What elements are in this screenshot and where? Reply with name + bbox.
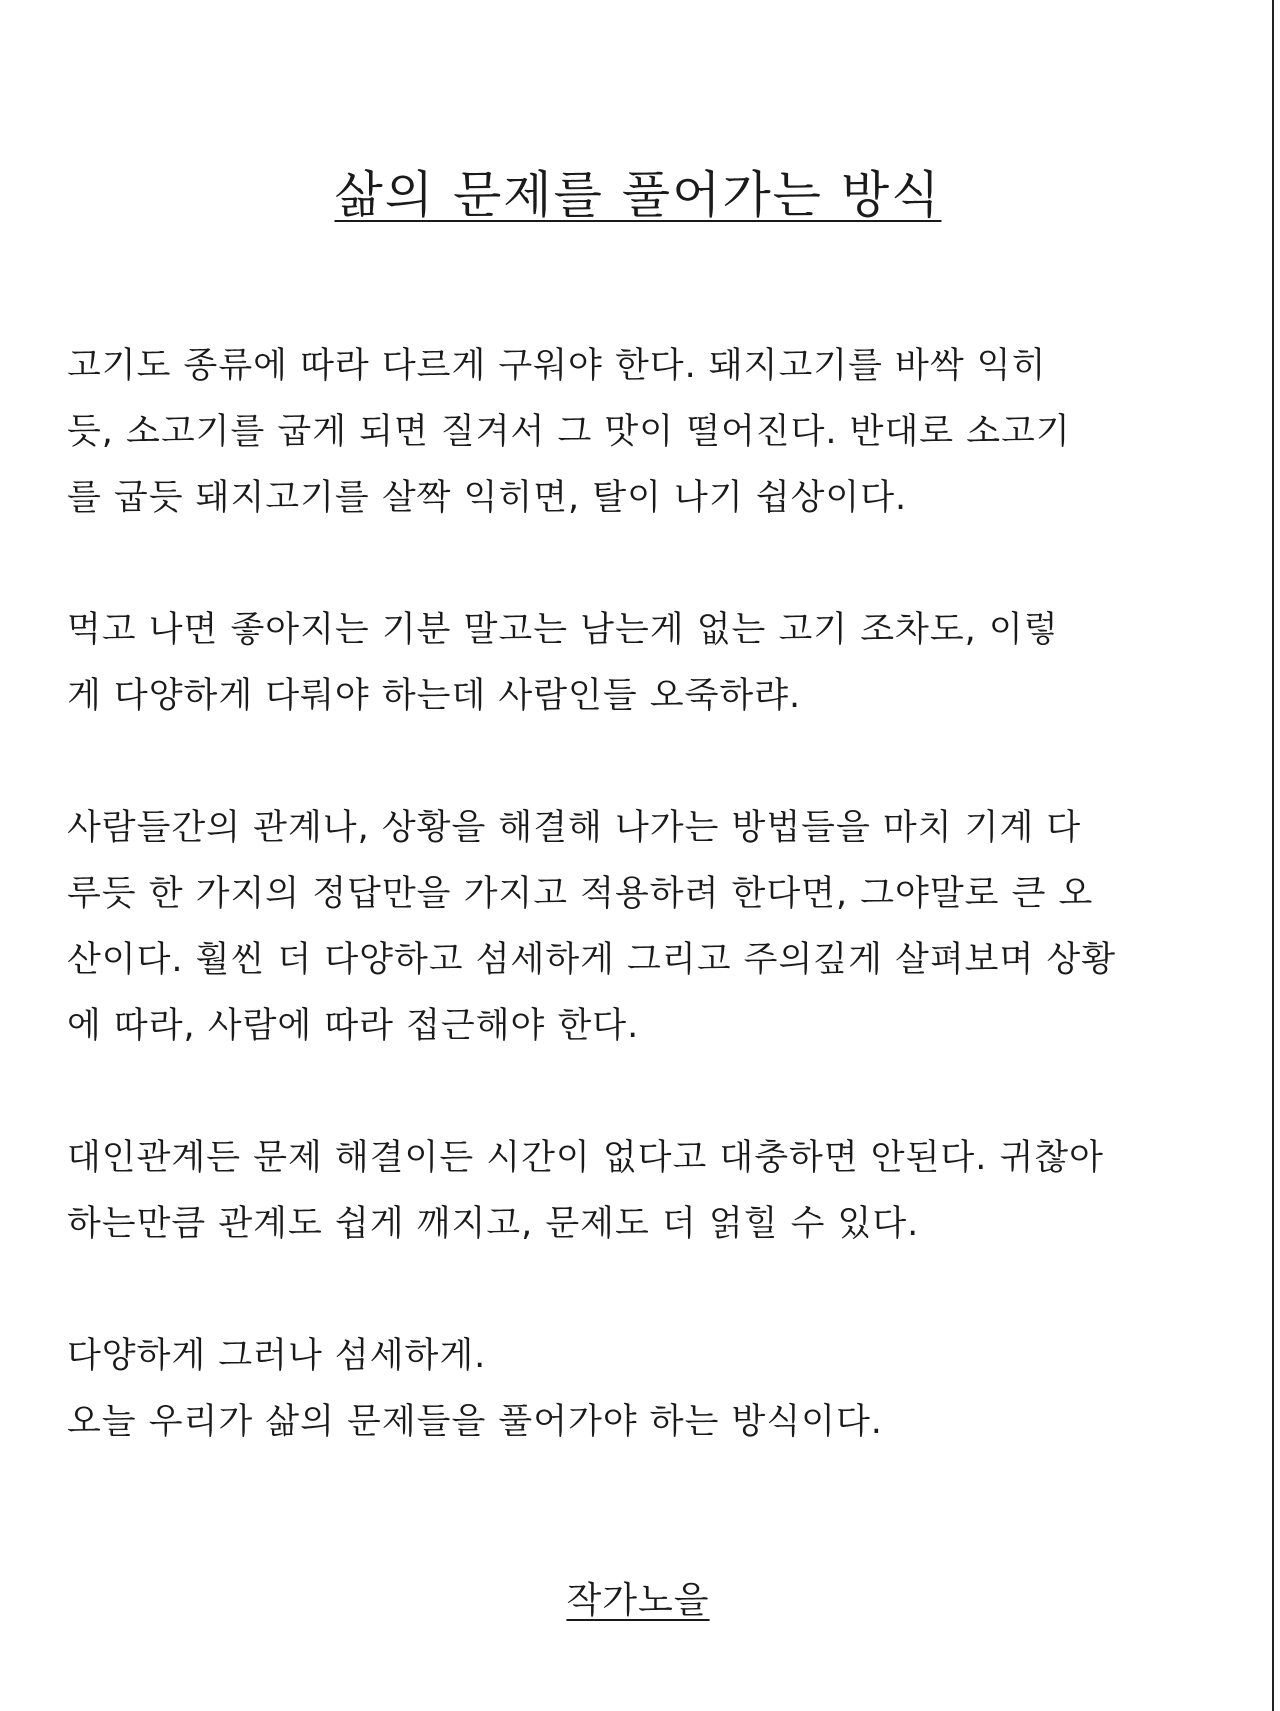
paragraph-line: 먹고 나면 좋아지는 기분 말고는 남는게 없는 고기 조차도, 이렇: [67, 610, 1059, 650]
paragraph-line: 고기도 종류에 따라 다르게 구워야 한다. 돼지고기를 바싹 익히: [67, 346, 1047, 386]
paragraph-line: 하는만큼 관계도 쉽게 깨지고, 문제도 더 얽힐 수 있다.: [67, 1204, 920, 1244]
paragraph-line: 듯, 소고기를 굽게 되면 질겨서 그 맛이 떨어진다. 반대로 소고기: [67, 412, 1071, 452]
body-content: [67, 333, 1207, 1455]
paragraph-line: 를 굽듯 돼지고기를 살짝 익히면, 탈이 나기 쉽상이다.: [67, 478, 908, 518]
paragraph-line: 에 따라, 사람에 따라 접근해야 한다.: [67, 1006, 640, 1046]
paragraph-line: 사람들간의 관계나, 상황을 해결해 나가는 방법들을 마치 기계 다: [67, 808, 1082, 848]
paragraph-line: 다양하게 그러나 섬세하게.: [67, 1336, 487, 1376]
paragraph-2: [67, 597, 1207, 729]
paragraph-line: 오늘 우리가 삶의 문제들을 풀어가야 하는 방식이다.: [67, 1402, 883, 1442]
page-edge-line: [1272, 0, 1274, 1711]
paragraph-1: [67, 333, 1207, 531]
author-signature: [0, 1573, 1276, 1629]
paragraph-line: 대인관계든 문제 해결이든 시간이 없다고 대충하면 안된다. 귀찮아: [67, 1138, 1104, 1178]
paragraph-5: [67, 1323, 1207, 1455]
page-title: [0, 160, 1276, 230]
paragraph-line: 루듯 한 가지의 정답만을 가지고 적용하려 한다면, 그야말로 큰 오: [67, 874, 1094, 914]
paragraph-3: [67, 795, 1207, 1059]
paragraph-line: 산이다. 훨씬 더 다양하고 섬세하게 그리고 주의깊게 살펴보며 상황: [67, 940, 1117, 980]
paragraph-4: [67, 1125, 1207, 1257]
title-text: 삶의 문제를 풀어가는 방식: [334, 166, 942, 224]
author-name: 작가노을: [566, 1580, 710, 1621]
paragraph-line: 게 다양하게 다뤄야 하는데 사람인들 오죽하랴.: [67, 676, 802, 716]
